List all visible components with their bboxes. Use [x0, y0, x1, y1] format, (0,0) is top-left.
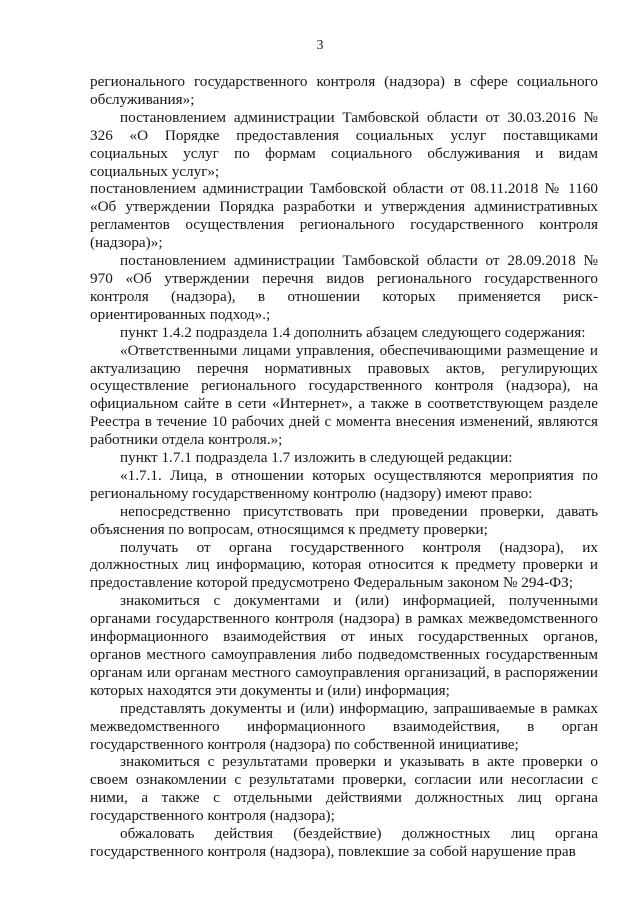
document-body — [90, 73, 598, 861]
page-number: 3 — [316, 38, 324, 53]
paragraph: пункт 1.7.1 подраздела 1.7 изложить в следующей редакции: — [120, 449, 513, 467]
paragraph: пункт 1.4.2 подраздела 1.4 дополнить абзацем следующего содержания: — [120, 323, 586, 341]
paragraph: непосредственно присутствовать при проведении проверки, давать объяснения по вопросам, относящимся к предмету проверки; — [90, 502, 598, 538]
paragraph: постановлением администрации Тамбовской области от 30.03.2016 № 326 «О Порядке предоставления социальных услуг поставщиками социальных услуг по формам социального обслуживания и видам социальных услуг»; — [90, 108, 598, 180]
paragraph: постановлением администрации Тамбовской области от 08.11.2018 № 1160 «Об утверждении Порядка разработки и утверждения административных регламентов осуществления регионального государственного контроля (надзора)»; — [90, 180, 598, 252]
paragraph: получать от органа государственного контроля (надзора), их должностных лиц информацию, которая относится к предмету проверки и предоставление которой предусмотрено Федеральным законом № 294-ФЗ; — [90, 538, 598, 592]
paragraph: «1.7.1. Лица, в отношении которых осуществляются мероприятия по региональному государственному контролю (надзору) имеют право: — [90, 466, 598, 502]
paragraph: знакомиться с документами и (или) информацией, полученными органами государственного контроля (надзора) в рамках межведомственного информационного взаимодействия от иных государственных органов, органов местного самоуправления либо подведомственных государственным органам или органам местного самоуправления организаций, в распоряжении которых находятся эти документы и (или) информация; — [90, 592, 598, 699]
paragraph: постановлением администрации Тамбовской области от 28.09.2018 № 970 «Об утверждении перечня видов регионального государственного контроля (надзора), в отношении которых применяется риск-ориентированных подход».; — [90, 252, 598, 323]
paragraph: «Ответственными лицами управления, обеспечивающими размещение и актуализацию перечня нормативных правовых актов, регулирующих осуществление регионального государственного контроля (надзора), на официальном сайте в сети «Интернет», а также в соответствующем разделе Реестра в течение 10 рабочих дней с момента внесения изменений, являются работники отдела контроля.»; — [90, 341, 598, 449]
paragraph: представлять документы и (или) информацию, запрашиваемые в рамках межведомственного информационного взаимодействия, в орган государственного контроля (надзора) по собственной инициативе; — [90, 699, 598, 753]
paragraph: знакомиться с результатами проверки и указывать в акте проверки о своем ознакомлении с результатами проверки, согласии или несогласии с ними, а также с отдельными действиями должностных лиц органа государственного контроля (надзора); — [90, 753, 598, 825]
paragraph: регионального государственного контроля (надзора) в сфере социального обслуживания»; — [90, 73, 598, 108]
paragraph: обжаловать действия (бездействие) должностных лиц органа государственного контроля (надзора), повлекшие за собой нарушение прав — [90, 825, 598, 860]
